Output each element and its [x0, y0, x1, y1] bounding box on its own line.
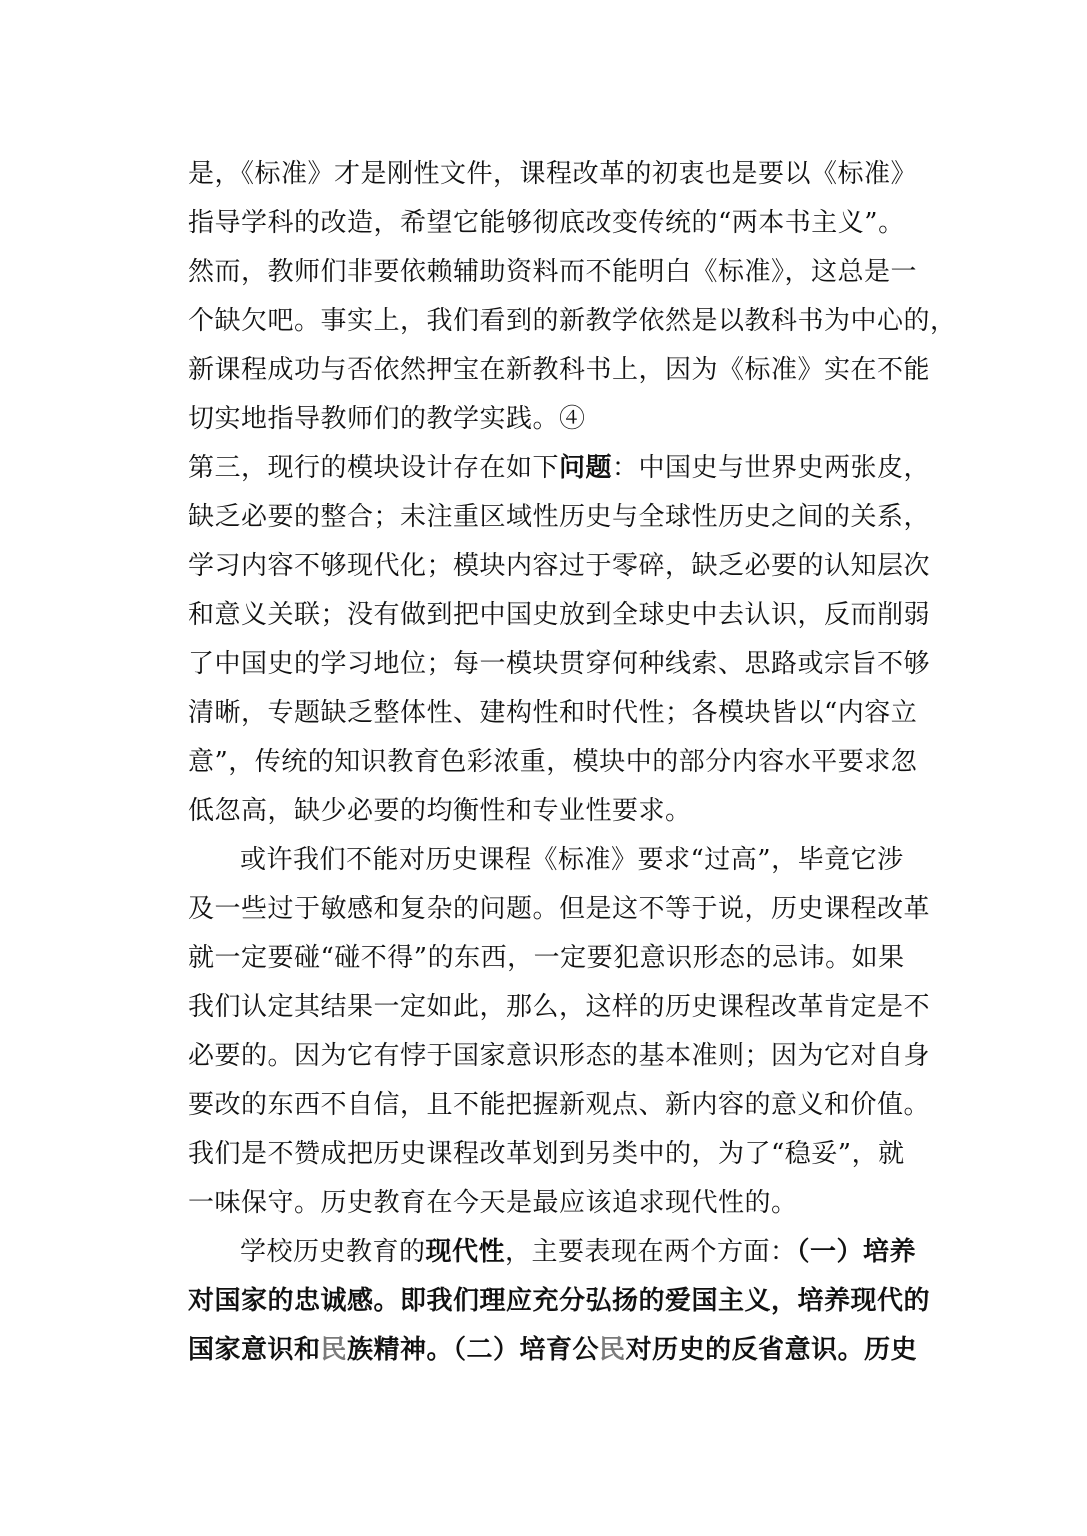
p2-line-7: 意”，传统的知识教育色彩浓重，模块中的部分内容水平要求忽 [188, 747, 918, 777]
p2-line-6: 清晰，专题缺乏整体性、建构性和时代性；各模块皆以“内容立 [188, 698, 918, 728]
p1-line-6: 切实地指导教师们的教学实践。④ [188, 404, 586, 434]
p4-line-3-c: 对历史的反省意识。历史 [625, 1335, 918, 1365]
p4-line-2 [188, 1284, 930, 1318]
p1-line-2: 指导学科的改造，希望它能够彻底改变传统的“两本书主义”。 [188, 208, 905, 238]
p3-line-5: 必要的。因为它有悖于国家意识形态的基本准则；因为它对自身 [188, 1041, 931, 1071]
p4-line-3 [188, 1333, 917, 1367]
p3-line-8: 一味保守。历史教育在今天是最应该追求现代性的。 [188, 1188, 798, 1218]
p1-line-1: 是，《标准》才是刚性文件，课程改革的初衷也是要以《标准》 [188, 159, 918, 189]
p2-keyword-problem: 问题 [559, 453, 613, 483]
p2-line-1 [188, 451, 930, 485]
p4-line-3-a: 国家意识和 [188, 1335, 321, 1365]
p4-line-1 [240, 1235, 916, 1269]
p1-line-3: 然而，教师们非要依赖辅助资料而不能明白《标准》，这总是一 [188, 257, 918, 287]
p3-line-2: 及一些过于敏感和复杂的问题。但是这不等于说，历史课程改革 [188, 894, 931, 924]
p2-line-5: 了中国史的学习地位；每一模块贯穿何种线索、思路或宗旨不够 [188, 649, 931, 679]
p4-line-3-gray-char-2: 民 [599, 1335, 626, 1365]
p4-line-1-bold-tail: （一）培养 [796, 1237, 917, 1267]
p4-line-1-pre: 学校历史教育的 [240, 1237, 426, 1267]
p1-line-4: 个缺欠吧。事实上，我们看到的新教学依然是以教科书为中心的， [188, 306, 957, 336]
p2-line-3: 学习内容不够现代化；模块内容过于零碎，缺乏必要的认知层次 [188, 551, 931, 581]
p2-line-1-post: ：中国史与世界史两张皮， [612, 453, 931, 483]
p2-line-1-pre: 第三，现行的模块设计存在如下 [188, 453, 560, 483]
p4-line-1-mid: ，主要表现在两个方面： [505, 1237, 797, 1267]
p2-line-2: 缺乏必要的整合；未注重区域性历史与全球性历史之间的关系， [188, 502, 931, 532]
p4-line-3-gray-char: 民 [320, 1335, 348, 1365]
p4-line-3-b: 族精神。（二）培育公 [347, 1335, 600, 1365]
p4-line-2-text: 对国家的忠诚感。即我们理应充分弘扬的爱国主义，培养现代的 [188, 1286, 931, 1316]
p4-keyword-modernity: 现代性 [425, 1237, 506, 1267]
p3-line-3: 就一定要碰“碰不得”的东西，一定要犯意识形态的忌讳。如果 [188, 943, 905, 973]
p3-line-4: 我们认定其结果一定如此，那么，这样的历史课程改革肯定是不 [188, 992, 931, 1022]
p2-line-4: 和意义关联；没有做到把中国史放到全球史中去认识，反而削弱 [188, 600, 931, 630]
p3-line-1: 或许我们不能对历史课程《标准》要求“过高”，毕竟它涉 [240, 845, 904, 875]
p2-line-8: 低忽高，缺少必要的均衡性和专业性要求。 [188, 796, 692, 826]
p3-line-7: 我们是不赞成把历史课程改革划到另类中的，为了“稳妥”，就 [188, 1139, 905, 1169]
p3-line-6: 要改的东西不自信，且不能把握新观点、新内容的意义和价值。 [188, 1090, 931, 1120]
p1-line-5: 新课程成功与否依然押宝在新教科书上，因为《标准》实在不能 [188, 355, 931, 385]
